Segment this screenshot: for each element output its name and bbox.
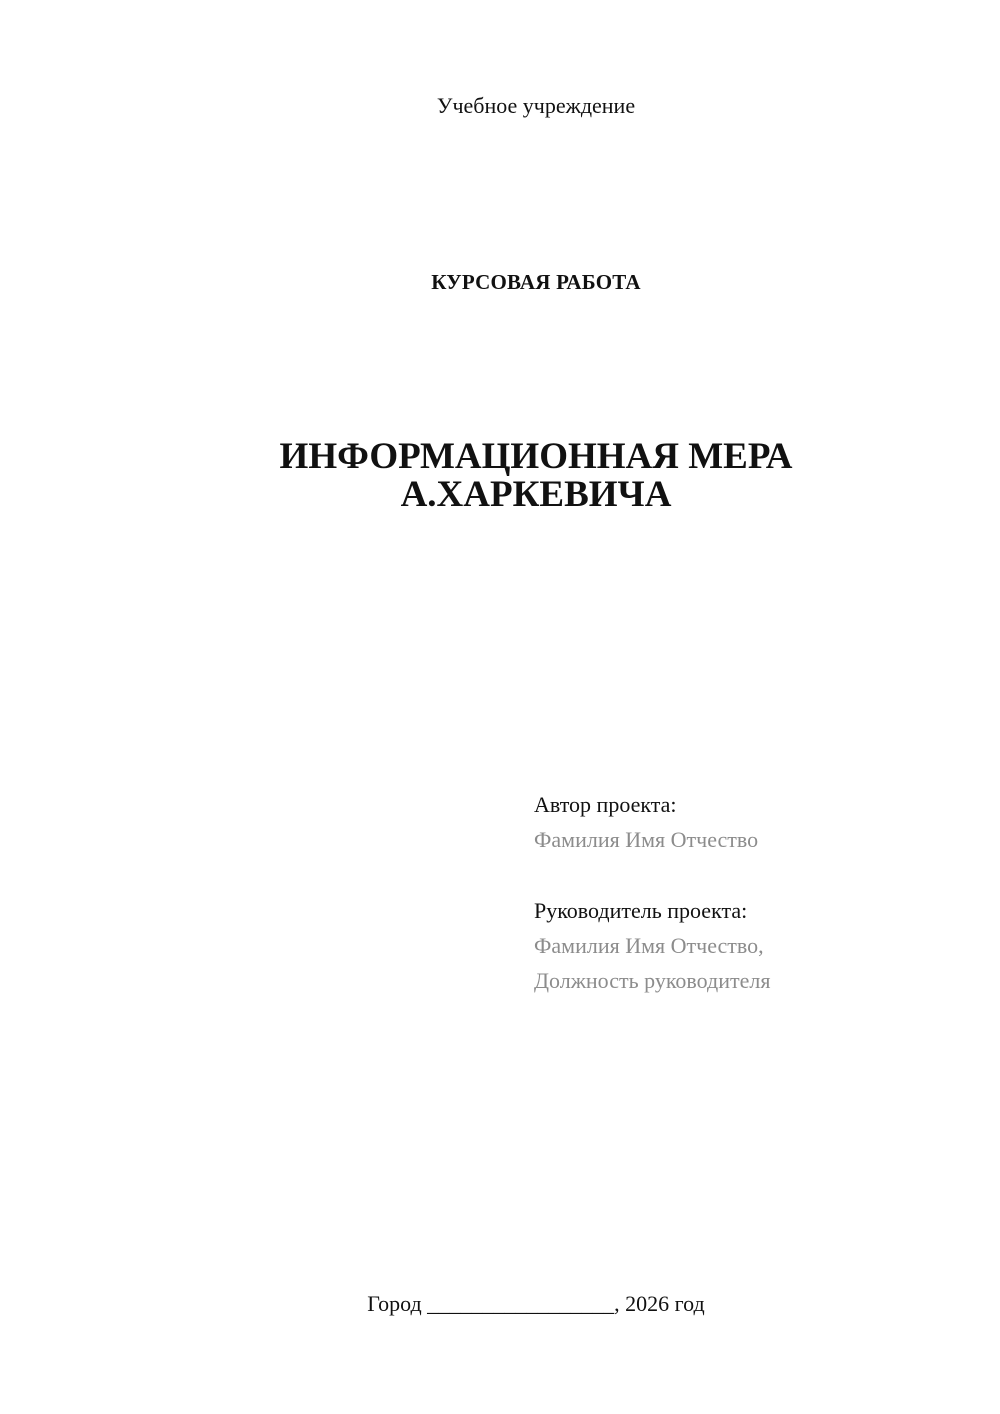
supervisor-name: Фамилия Имя Отчество,	[534, 933, 764, 958]
author-block	[534, 787, 758, 857]
title-line: ИНФОРМАЦИОННАЯ МЕРА	[279, 436, 793, 477]
document-title	[0, 438, 1000, 514]
institution-name: Учебное учреждение	[436, 93, 636, 118]
title-line: А.ХАРКЕВИЧА	[400, 474, 672, 515]
work-type-heading: КУРСОВАЯ РАБОТА	[431, 270, 641, 294]
author-label: Автор проекта:	[534, 792, 677, 817]
author-name: Фамилия Имя Отчество	[534, 827, 759, 852]
supervisor-position: Должность руководителя	[534, 968, 771, 993]
city-year-footer: Город _________________, 2026 год	[367, 1291, 705, 1316]
supervisor-block	[534, 893, 770, 998]
supervisor-label: Руководитель проекта:	[534, 898, 748, 923]
